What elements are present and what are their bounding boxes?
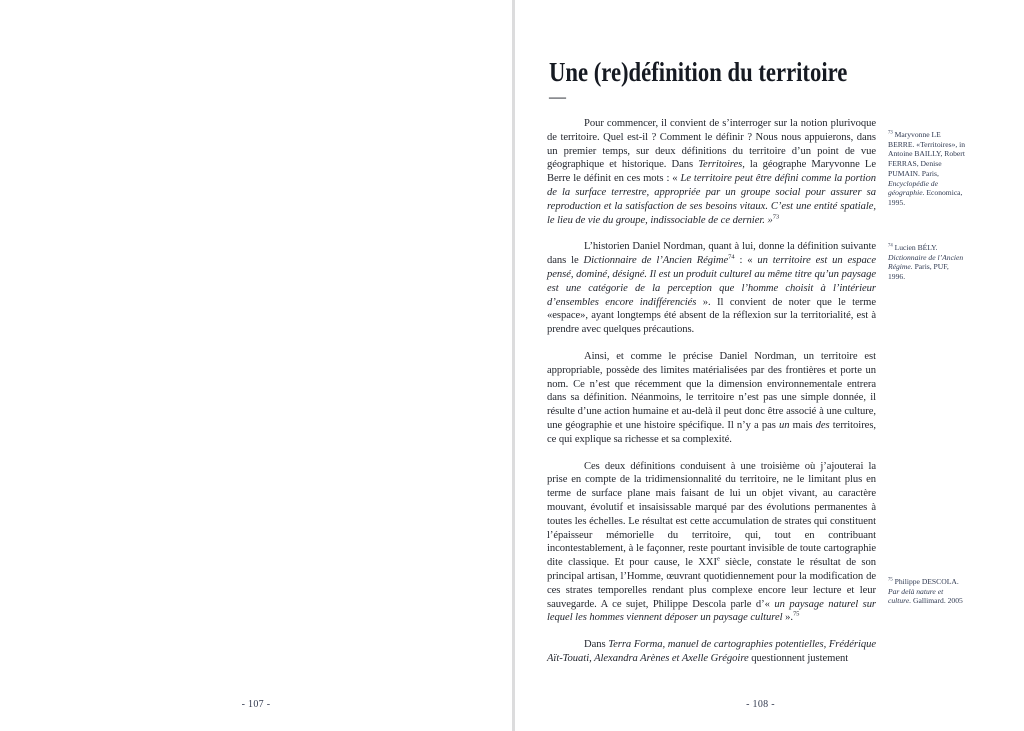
page-title: Une (re)définition du territoire — [549, 57, 848, 87]
body-paragraph: Pour commencer, il convient de s’interroger sur la notion plurivoque de territoire. Quel est-il ? Comment le définir ? Nous nous appuierons, dans un premier temps, sur deux définitions du territoire d’un point de vue géographique et historique. Dans Territoires, la géographe Maryvonne Le Berre le définit en ces mots : « Le territoire peut être défini comme la portion de la surface terrestre, appropriée par un groupe social pour assurer sa reproduction et la satisfaction de ses besoins vitaux. C’est une entité spatiale, le lieu de vie du groupe, indissociable de ce dernier. »$^{73}$ — [547, 118, 876, 226]
title-dash: — — [549, 87, 566, 107]
margin-note: $^{73}$ Maryvonne LE BERRE. «Territoires», in Antoine BAILLY, Robert FERRAS, Denise PUMAIN. Paris, Encyclopédie de géographie. Economica, 1995. — [888, 130, 966, 207]
body-paragraph: Dans Terra Forma, manuel de cartographies potentielles, Frédérique Aït-Touati, Alexandra Arènes et Axelle Grégoire questionnent justement — [547, 639, 877, 664]
body-paragraph: Ainsi, et comme le précise Daniel Nordman, un territoire est appropriable, possède des limites matérialisées par des frontières et porte un nom. Ce n’est que récemment que la dimension environnementale entrera dans sa définition. Néanmoins, le territoire n’est pas une simple donnée, il résulte d’une action humaine et au-delà il peut donc être associé à une culture, une géographie et une histoire spécifique. Il n’y a pas un mais des territoires, ce qui explique sa richesse et sa complexité. — [547, 350, 876, 445]
page-number-right: - 108 - — [746, 699, 775, 710]
margin-note: $^{74}$ Lucien BÉLY. Dictionnaire de l’Ancien Régime. Paris, PUF, 1996. — [888, 243, 964, 282]
body-text-column — [547, 117, 876, 666]
body-paragraph: Ces deux définitions conduisent à une troisième où j’ajouterai la prise en compte de la tridimensionnalité du territoire, ne le limitant plus en terme de surface plane mais faisant de lui un objet vivant, au caractère mouvant, évolutif et insaisissable marqué par des évolutions permanentes à toutes les échelles. Le résultat est cette accumulation de strates qui constituent l’épaisseur mémorielle du territoire, qui, tout en contribuant incontestablement, à le façonner, reste pourtant invisible de toute cartographie dite classique. Et pour cause, le XXIe siècle, constate le résultat de son principal artisan, l’Homme, œuvrant quotidiennement pour la modification de ces strates temporelles rendant plus complexe encore leur lecture et leur sauvegarde. A ce sujet, Philippe Descola parle d’« un paysage naturel sur lequel les hommes viennent déposer un paysage culturel ».$^{75}$ — [547, 460, 877, 624]
margin-note: $^{75}$ Philippe DESCOLA. Par delà nature et culture. Gallimard. 2005 — [888, 577, 963, 606]
chapter-heading — [549, 58, 1009, 105]
body-paragraph: L’historien Daniel Nordman, quant à lui, donne la définition suivante dans le Dictionnaire de l’Ancien Régime$^{74}$ : « un territoire est un espace pensé, dominé, désigné. Il est un produit culturel au même titre qu’un paysage est une catégorie de la perception que l’homme choisit à l’intérieur d’ensembles encore indifférenciés ». Il convient de noter que le terme «espace», ayant longtemps été absent de la réflexion sur la territorialité, est à prendre avec quelques précautions. — [547, 241, 876, 336]
right-page — [515, 0, 1024, 731]
page-number-left: - 107 - — [241, 699, 271, 710]
